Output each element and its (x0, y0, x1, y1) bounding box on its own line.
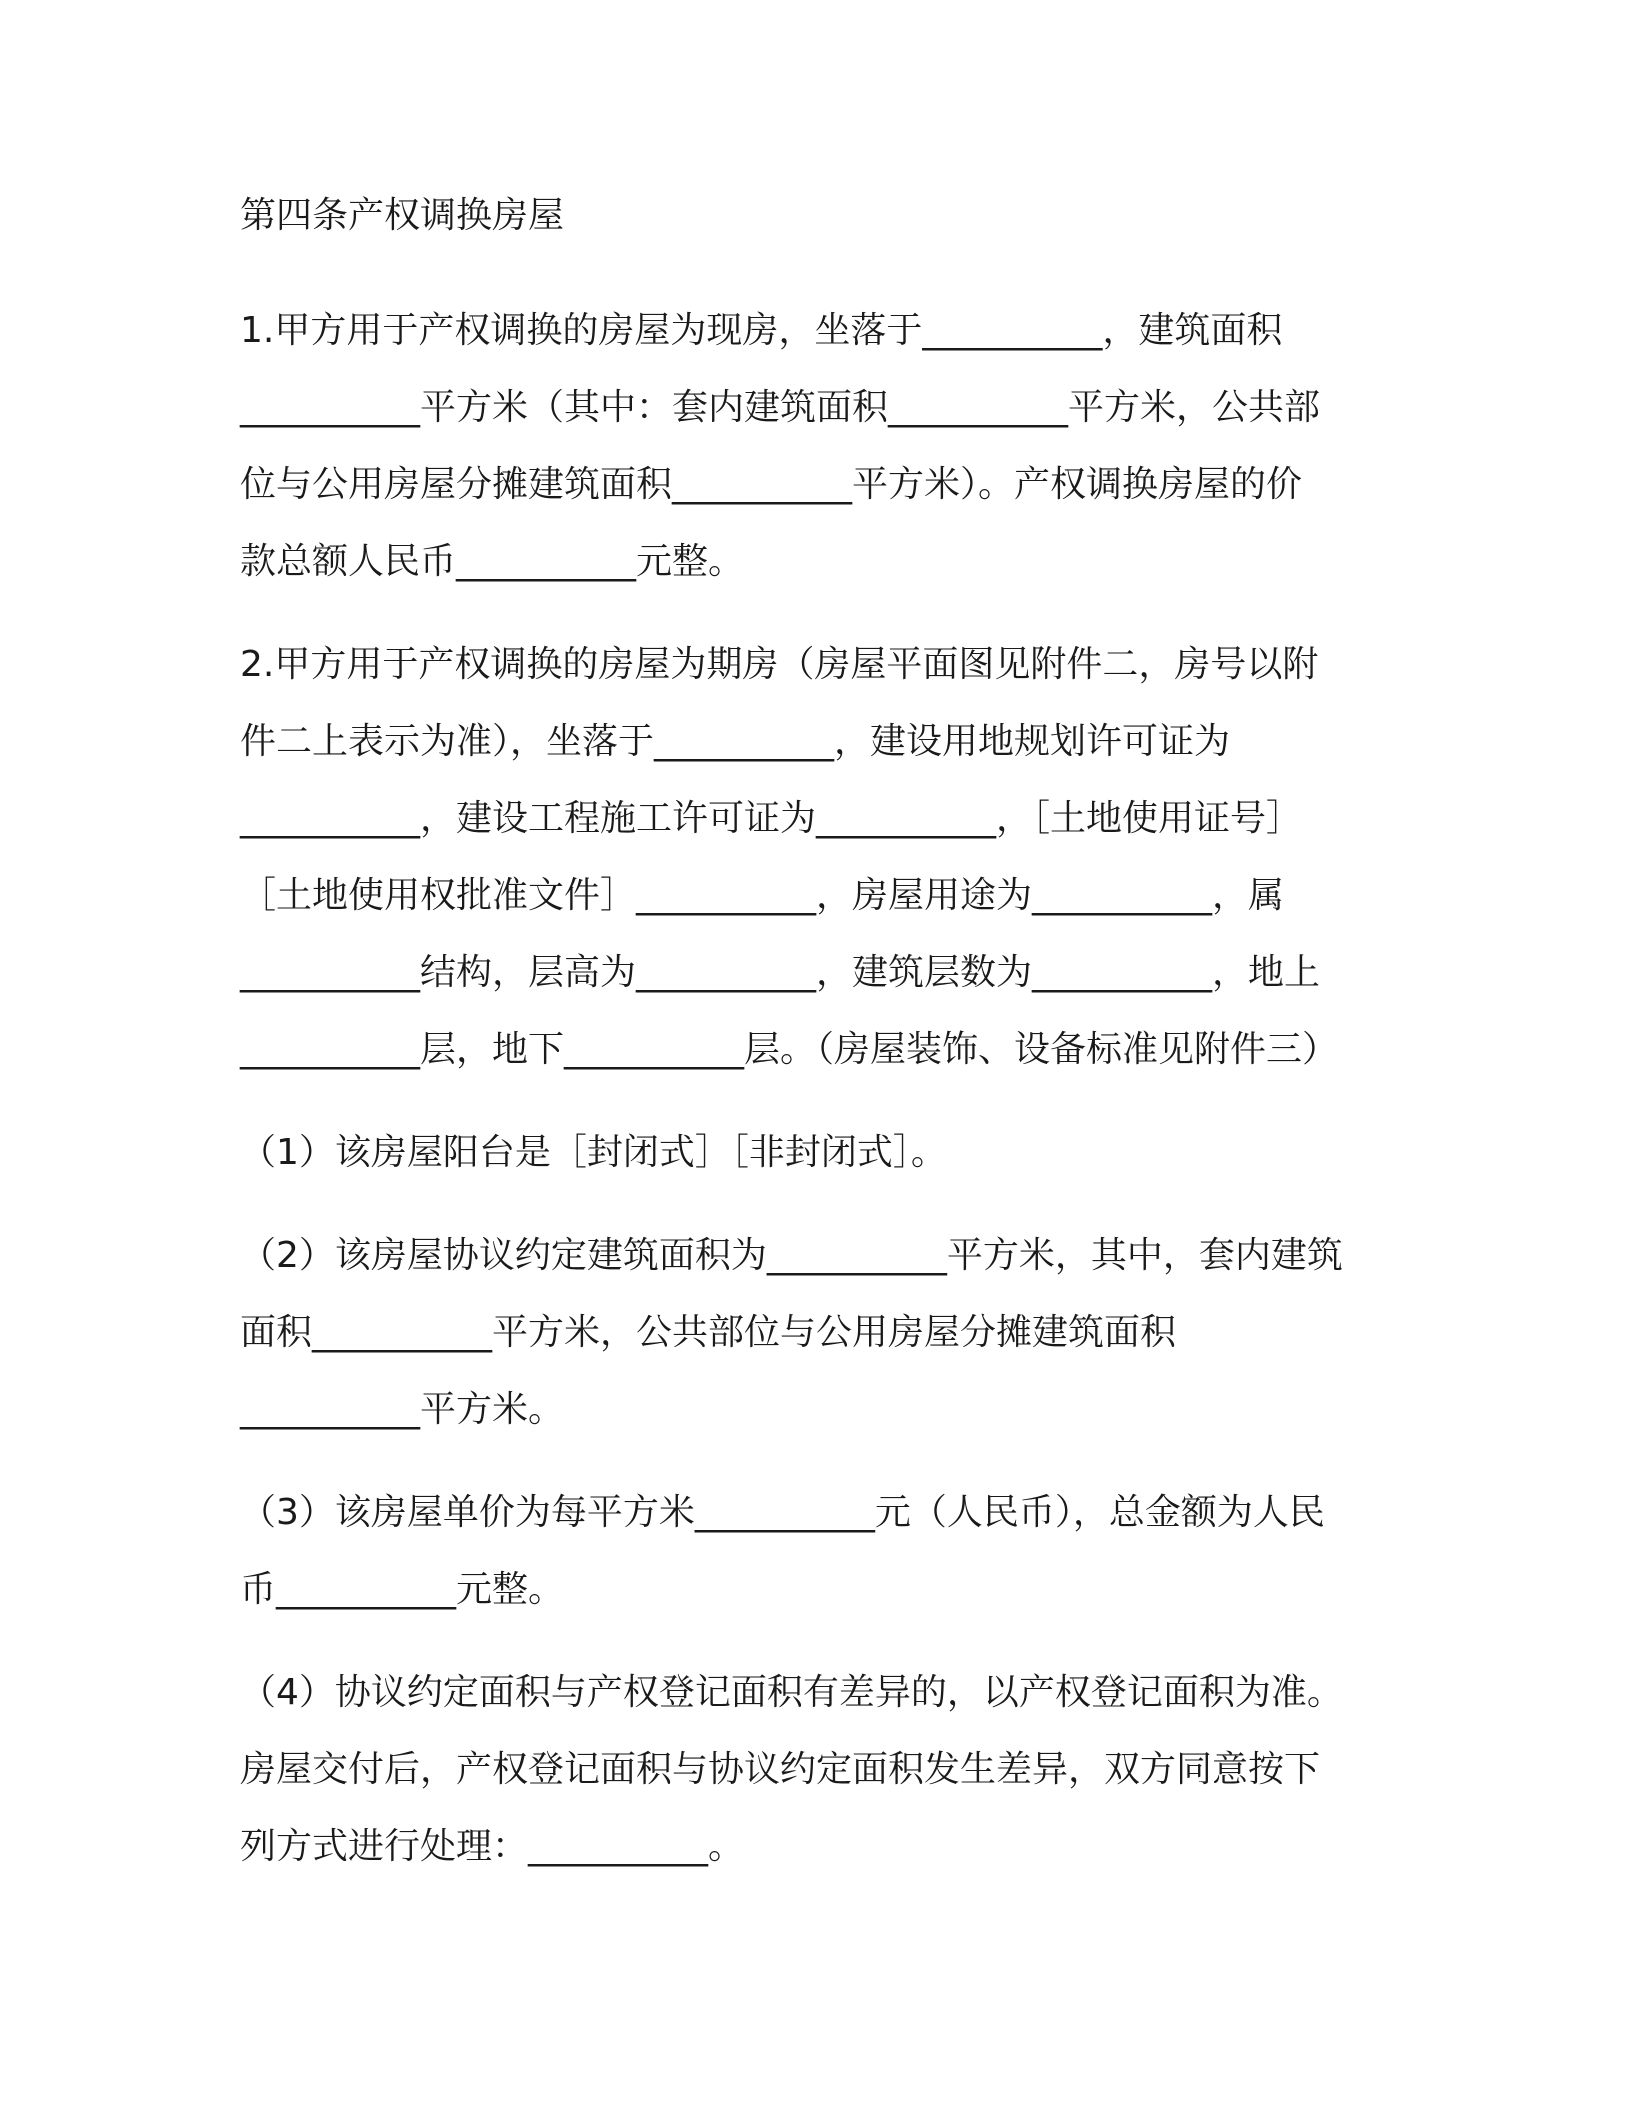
paragraph-1 (240, 292, 1390, 600)
paragraph-line: 房屋交付后，产权登记面积与协议约定面积发生差异，双方同意按下 (240, 1749, 1321, 1790)
paragraph-line: __________层，地下__________层。（房屋装饰、设备标准见附件三） (240, 1029, 1339, 1070)
paragraph-4 (240, 1217, 1390, 1448)
paragraph-line: 面积__________平方米，公共部位与公用房屋分摊建筑面积 (240, 1312, 1177, 1353)
paragraph-line: （2）该房屋协议约定建筑面积为__________平方米，其中，套内建筑 (240, 1235, 1343, 1276)
paragraph-3 (240, 1114, 1390, 1191)
paragraph-line: （4）协议约定面积与产权登记面积有差异的，以产权登记面积为准。 (240, 1672, 1343, 1713)
paragraph-2 (240, 626, 1390, 1088)
section-heading: 第四条产权调换房屋 (240, 195, 565, 236)
paragraph-line: 列方式进行处理：__________。 (240, 1826, 745, 1867)
paragraph-line: 币__________元整。 (240, 1569, 565, 1610)
paragraph-line: __________平方米。 (240, 1389, 565, 1430)
paragraph-line: 1.甲方用于产权调换的房屋为现房，坐落于__________，建筑面积 (240, 310, 1283, 351)
paragraph-line: （3）该房屋单价为每平方米__________元（人民币），总金额为人民 (240, 1492, 1325, 1533)
paragraph-line: __________结构，层高为__________，建筑层数为__________，地上 (240, 952, 1321, 993)
paragraph-5 (240, 1474, 1390, 1628)
paragraph-line: __________平方米（其中：套内建筑面积__________平方米，公共部 (240, 387, 1321, 428)
paragraph-line: 款总额人民币__________元整。 (240, 541, 745, 582)
paragraph-line: 位与公用房屋分摊建筑面积__________平方米）。产权调换房屋的价 (240, 464, 1303, 505)
paragraph-line: __________，建设工程施工许可证为__________，［土地使用证号］ (240, 798, 1303, 839)
paragraph-line: 2.甲方用于产权调换的房屋为期房（房屋平面图见附件二，房号以附 (240, 644, 1319, 685)
paragraph-line: （1）该房屋阳台是［封闭式］［非封闭式］。 (240, 1132, 947, 1173)
paragraph-line: 件二上表示为准），坐落于__________，建设用地规划许可证为 (240, 721, 1231, 762)
paragraph-line: ［土地使用权批准文件］__________，房屋用途为__________，属 (240, 875, 1285, 916)
paragraph-6 (240, 1654, 1390, 1885)
